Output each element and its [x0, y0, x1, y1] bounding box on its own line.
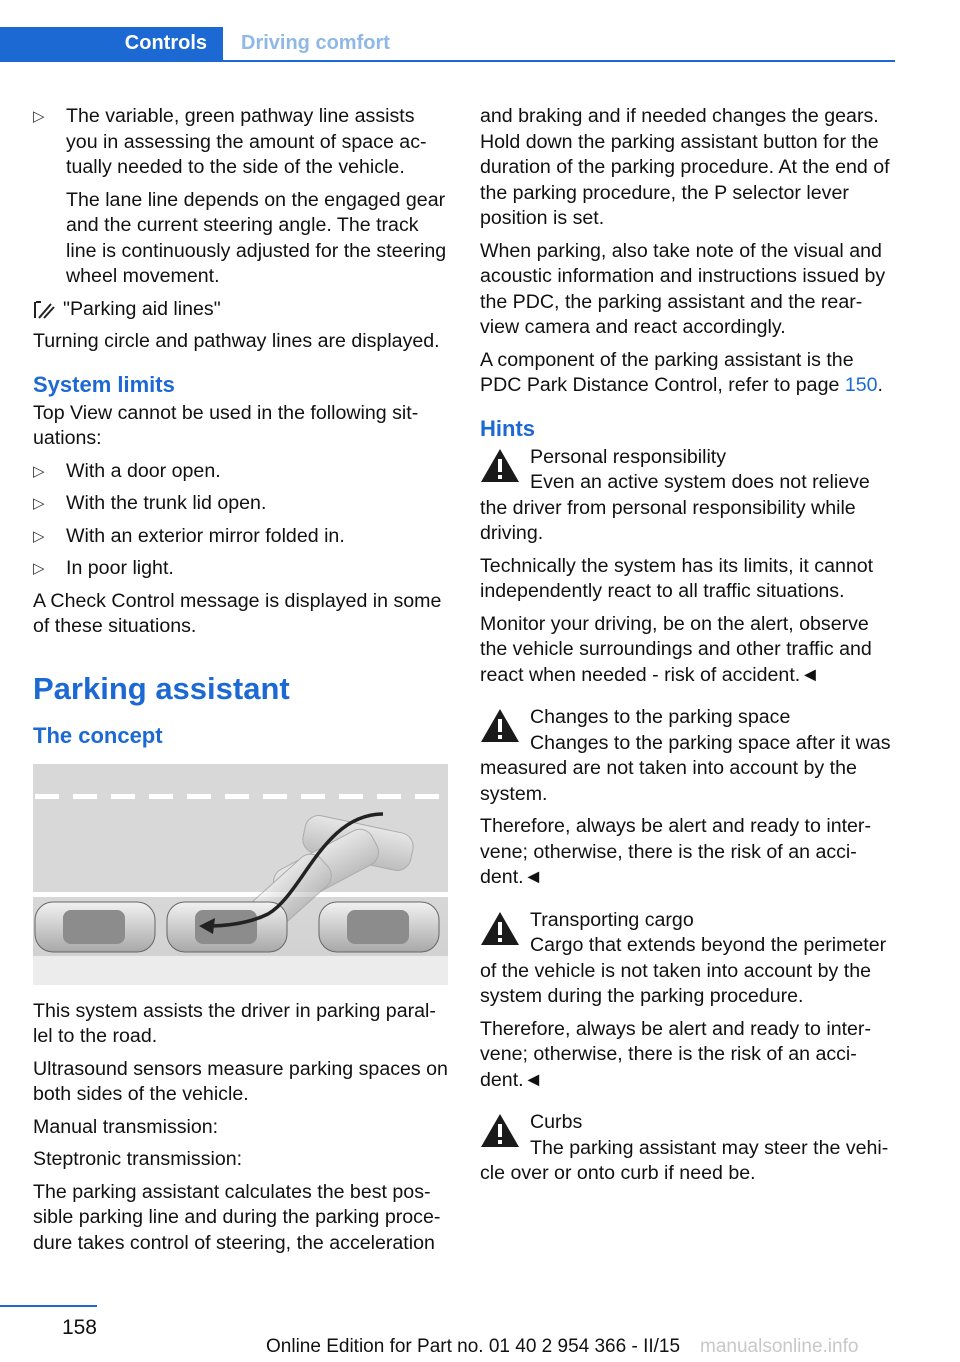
- triangle-bullet-icon: ▷: [33, 462, 45, 480]
- footer-rule: [0, 1305, 97, 1307]
- header-rule: [0, 60, 895, 62]
- component-paragraph: A component of the parking assistant is the PDC Park Distance Control, refer to page 150.: [480, 348, 883, 396]
- page-number: 158: [61, 1316, 97, 1339]
- warning-body: Changes to the parking space after it was measured are not taken into account by the system.: [480, 731, 891, 805]
- warning-title: Curbs: [530, 1111, 583, 1133]
- warning-title: Changes to the parking space: [530, 706, 791, 728]
- header-section-tab[interactable]: Controls: [0, 27, 223, 60]
- concept-paragraph: Steptronic transmission:: [33, 1148, 243, 1170]
- right-column: [480, 104, 898, 1194]
- warning-extra: Therefore, always be alert and ready to inter‐ vene; otherwise, there is the risk of an acci‐ dent.◄: [480, 815, 871, 888]
- warning-title: Personal responsibility: [530, 445, 727, 468]
- warning-triangle-icon: [480, 707, 520, 745]
- edition-note: Online Edition for Part no. 01 40 2 954 366 - II/15: [266, 1336, 681, 1357]
- list-item-continuation: The lane line depends on the engaged gear and the current steering angle. The track line is continuously adjusted for the steering wheel movement.: [66, 188, 447, 287]
- warning-block: [480, 1110, 898, 1194]
- triangle-bullet-icon: ▷: [33, 495, 45, 512]
- warning-extra: Therefore, always be alert and ready to inter‐ vene; otherwise, there is the risk of an acci‐ dent.◄: [480, 1017, 871, 1091]
- system-limits-note: A Check Control message is displayed in some of these situations.: [33, 589, 442, 637]
- triangle-bullet-icon: ▷: [33, 108, 45, 125]
- body-paragraph: When parking, also take note of the visual and acoustic information and instructions issued by the PDC, the parking assistant and the rear‐ view camera and react accordingly.: [480, 239, 886, 338]
- parking-lines-option: "Parking aid lines": [33, 297, 449, 323]
- warning-triangle-icon: [480, 1112, 520, 1150]
- parking-assistant-heading: Parking assistant: [33, 670, 290, 706]
- system-limits-intro: Top View cannot be used in the following sit‐ uations:: [33, 401, 419, 449]
- parking-lines-icon: [33, 300, 55, 320]
- warning-block: [480, 908, 898, 1094]
- page-header: [0, 0, 895, 62]
- hints-heading: Hints: [480, 415, 535, 441]
- concept-paragraph: Manual transmission:: [33, 1115, 219, 1138]
- list-item: ▷ In poor light.: [33, 556, 449, 582]
- warning-extra: Monitor your driving, be on the alert, observe the vehicle surroundings and other traffic and react when needed - risk of accident.◄: [480, 612, 872, 686]
- left-column: [33, 104, 449, 1263]
- concept-paragraph: This system assists the driver in parking paral‐ lel to the road.: [33, 999, 436, 1047]
- warning-triangle-icon: [480, 447, 520, 485]
- body-paragraph: and braking and if needed changes the gears. Hold down the parking assistant button for the duration of the parking procedure. At the end of the parking procedure, the P selector lever position is set.: [480, 105, 890, 229]
- parked-cars: [35, 902, 439, 952]
- warning-body: Even an active system does not relieve the driver from personal responsibility while driving.: [480, 471, 870, 544]
- list-item: ▷ With the trunk lid open.: [33, 491, 449, 517]
- system-limits-heading: System limits: [33, 371, 175, 397]
- concept-paragraph: The parking assistant calculates the best pos‐ sible parking line and during the parking proce‐ dure takes control of steering, the acceleration: [33, 1180, 441, 1254]
- watermark: manualsonline.info: [700, 1336, 859, 1357]
- warning-title: Transporting cargo: [530, 908, 694, 931]
- triangle-bullet-icon: ▷: [33, 560, 45, 577]
- concept-heading: The concept: [33, 722, 163, 748]
- parking-illustration: [33, 764, 448, 985]
- warning-triangle-icon: [480, 910, 520, 948]
- list-item: ▷ With a door open.: [33, 459, 449, 485]
- list-item: ▷ The variable, green pathway line assists you in assessing the amount of space ac‐ tually needed to the side of the vehicle.: [33, 105, 427, 178]
- header-subsection-tab[interactable]: Driving comfort: [241, 32, 390, 54]
- page-reference-link[interactable]: 150: [844, 374, 878, 396]
- warning-body: Cargo that extends beyond the perimeter of the vehicle is not taken into account by the system during the parking procedure.: [480, 934, 887, 1007]
- warning-extra: Technically the system has its limits, it cannot independently react to all traffic situations.: [480, 554, 874, 602]
- warning-block: [480, 445, 898, 689]
- concept-paragraph: Ultrasound sensors measure parking spaces on both sides of the vehicle.: [33, 1057, 448, 1105]
- list-item: ▷ With an exterior mirror folded in.: [33, 524, 449, 550]
- lane-markings: [35, 794, 439, 799]
- triangle-bullet-icon: ▷: [33, 527, 45, 545]
- parking-lines-description: Turning circle and pathway lines are displayed.: [33, 330, 440, 352]
- warning-block: [480, 705, 898, 891]
- warning-body: The parking assistant may steer the vehi‐ cle over or onto curb if need be.: [480, 1136, 889, 1184]
